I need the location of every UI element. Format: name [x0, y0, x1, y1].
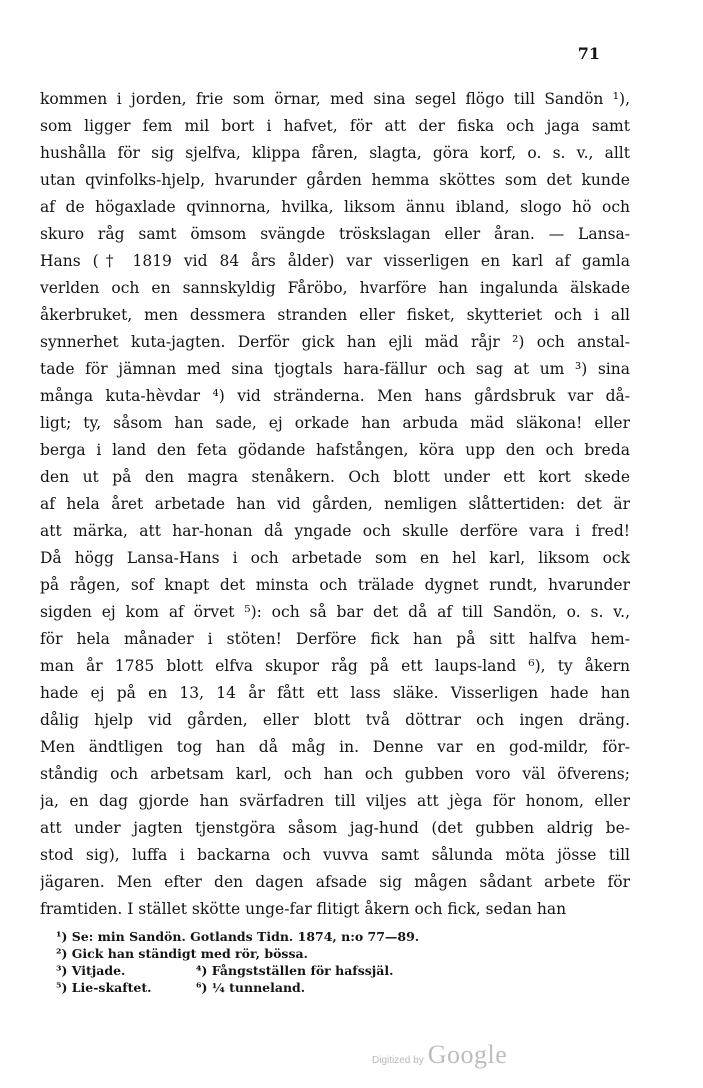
text-line: för hela månader i stöten! Derföre fick han på sitt halfva hem- — [40, 630, 630, 648]
text-line: tade för jämnan med sina tjogtals hara-fällur och sag at um ³) sina — [40, 360, 630, 378]
text-line: den ut på den magra stenåkern. Och blott under ett kort skede — [40, 468, 630, 486]
google-logo: Google — [427, 1040, 508, 1069]
footnote-row — [56, 979, 616, 996]
text-line: att under jagten tjenstgöra såsom jag-hund (det gubben aldrig be- — [40, 819, 630, 837]
text-line: ligt; ty, såsom han sade, ej orkade han arbuda mäd släkona! eller — [40, 414, 630, 432]
text-line: af hela året arbetade han vid gården, nemligen slåttertiden: det är — [40, 495, 630, 513]
footnotes — [56, 928, 616, 996]
text-line: stod sig), luffa i backarna och vuvva samt sålunda möta jösse till — [40, 846, 630, 864]
text-line: åkerbruket, men dessmera stranden eller fisket, skytteriet och i all — [40, 306, 630, 324]
text-line: på rågen, sof knapt det minsta och trälade dygnet rundt, hvarunder — [40, 576, 630, 594]
text-line: många kuta-hèvdar ⁴) vid stränderna. Men hans gårdsbruk var då- — [40, 387, 630, 405]
text-line: berga i land den feta gödande hafstången, köra upp den och breda — [40, 441, 630, 459]
text-line: dålig hjelp vid gården, eller blott två döttrar och ingen dräng. — [40, 711, 630, 729]
text-line: utan qvinfolks-hjelp, hvarunder gården hemma sköttes som det kunde — [40, 171, 630, 189]
text-line: Men ändtligen tog han då måg in. Denne var en god-mildr, för- — [40, 738, 630, 756]
text-line: ståndig och arbetsam karl, och han och gubben voro väl öfverens; — [40, 765, 630, 783]
digitized-watermark — [372, 1040, 507, 1070]
text-line: skuro råg samt ömsom svängde tröskslagan eller åran. — Lansa- — [40, 225, 630, 243]
text-line: hushålla för sig sjelfva, klippa fåren, slagta, göra korf, o. s. v., allt — [40, 144, 630, 162]
text-line: hade ej på en 13, 14 år fått ett lass släke. Visserligen hade han — [40, 684, 630, 702]
text-line: ja, en dag gjorde han svärfadren till viljes att jèga för honom, eller — [40, 792, 630, 810]
footnote-5: ⁵) Lie-skaftet. — [56, 980, 152, 995]
footnote-6: ⁶) ¼ tunneland. — [196, 980, 306, 995]
text-line: kommen i jorden, frie som örnar, med sina segel flögo till Sandön ¹), — [40, 90, 630, 108]
text-line: framtiden. I stället skötte unge-far flitigt åkern och fick, sedan han — [40, 900, 567, 918]
text-line: synnerhet kuta-jagten. Derför gick han ejli mäd råjr ²) och anstal- — [40, 333, 630, 351]
text-line: man år 1785 blott elfva skupor råg på ett laups-land ⁶), ty åkern — [40, 657, 630, 675]
footnote-2: ²) Gick han ständigt med rör, bössa. — [56, 946, 308, 961]
text-line: att märka, att har-honan då yngade och skulle derföre vara i fred! — [40, 522, 630, 540]
body-text — [40, 86, 630, 923]
watermark-prefix: Digitized by — [372, 1055, 424, 1066]
text-line: som ligger fem mil bort i hafvet, för att der fiska och jaga samt — [40, 117, 630, 135]
text-line: sigden ej kom af örvet ⁵): och så bar det då af till Sandön, o. s. v., — [40, 603, 630, 621]
footnote-4: ⁴) Fångstställen för hafssjäl. — [196, 963, 394, 978]
footnote-3: ³) Vitjade. — [56, 963, 126, 978]
text-line: af de högaxlade qvinnorna, hvilka, liksom ännu ibland, slogo hö och — [40, 198, 630, 216]
footnote-row — [56, 962, 616, 979]
text-line: jägaren. Men efter den dagen afsade sig mågen sådant arbete för — [40, 873, 630, 891]
footnote-1: ¹) Se: min Sandön. Gotlands Tidn. 1874, n:o 77—89. — [56, 929, 420, 944]
page-number: 71 — [577, 44, 600, 63]
text-line: Då högg Lansa-Hans i och arbetade som en hel karl, liksom ock — [40, 549, 630, 567]
text-line: Hans († 1819 vid 84 års ålder) var visserligen en karl af gamla — [40, 252, 630, 270]
text-line: verlden och en sannskyldig Fåröbo, hvarföre han ingalunda älskade — [40, 279, 630, 297]
